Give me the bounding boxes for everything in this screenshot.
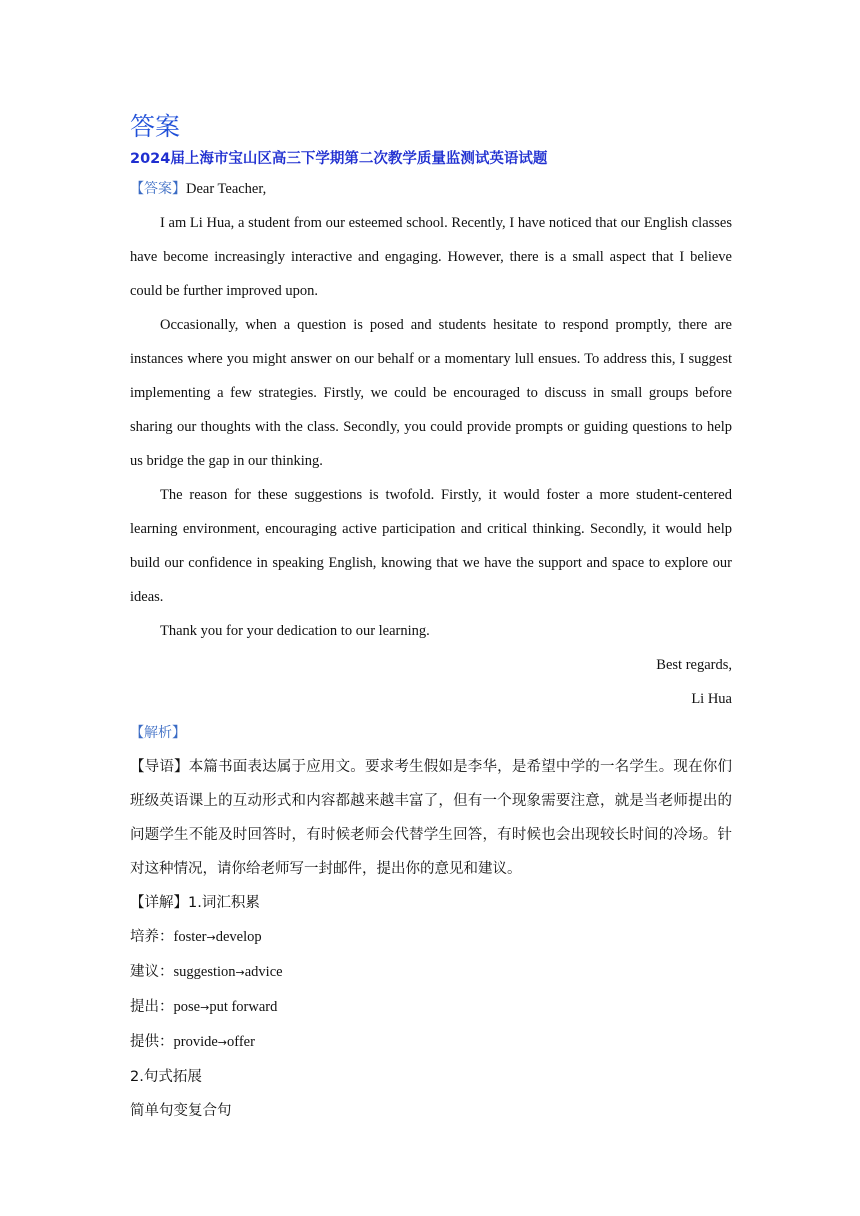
greeting: Dear Teacher, — [186, 181, 267, 197]
arrow-icon: → — [235, 966, 245, 979]
vocab-item — [130, 955, 732, 990]
greeting-line — [130, 172, 732, 206]
document-content — [130, 108, 732, 1128]
section2-title: 2.句式拓展 — [130, 1069, 202, 1085]
section2-subtitle: 简单句变复合句 — [130, 1103, 232, 1119]
vocab-item — [130, 1025, 732, 1060]
vocab-item — [130, 920, 732, 955]
vocab-from: provide — [173, 1034, 218, 1050]
letter-paragraph: Occasionally, when a question is posed and students hesitate to respond promptly, there are instances where you might answer on our behalf or a momentary lull ensues. To address this, I suggest implementing a few strategies. Firstly, we could be encouraged to discuss in small groups before sharing our thoughts with the class. Secondly, you could provide prompts or guiding questions to help us bridge the gap in our thinking. — [130, 317, 732, 469]
closing: Best regards, — [656, 657, 732, 673]
arrow-icon: → — [200, 1001, 210, 1014]
vocab-from: foster — [173, 929, 207, 945]
vocab-from: pose — [173, 999, 201, 1015]
letter-paragraph: I am Li Hua, a student from our esteemed school. Recently, I have noticed that our English classes have become increasingly interactive and engaging. However, there is a small aspect that I believe could be further improved upon. — [130, 215, 732, 299]
answer-tag: 【答案】 — [130, 181, 186, 197]
arrow-icon: → — [206, 931, 216, 944]
vocab-to: offer — [227, 1034, 255, 1050]
detail-tag: 【详解】 — [130, 895, 188, 911]
intro-paragraph — [130, 750, 732, 886]
vocab-to: advice — [244, 964, 283, 980]
vocab-cn: 提出： — [130, 999, 174, 1015]
vocab-from: suggestion — [173, 964, 236, 980]
letter-paragraph: The reason for these suggestions is twofold. Firstly, it would foster a more student-centered learning environment, encouraging active participation and critical thinking. Secondly, it would help build our confidence in speaking English, knowing that we have the support and space to explore our ideas. — [130, 487, 732, 605]
vocab-to: put forward — [209, 999, 278, 1015]
signature: Li Hua — [691, 691, 732, 707]
detail-title: 1.词汇积累 — [188, 895, 260, 911]
vocab-cn: 培养： — [130, 929, 174, 945]
intro-tag: 【导语】 — [130, 759, 189, 775]
exam-title: 2024届上海市宝山区高三下学期第二次教学质量监测试英语试题 — [130, 151, 548, 167]
vocab-to: develop — [215, 929, 262, 945]
analysis-line — [130, 716, 732, 750]
vocab-item — [130, 990, 732, 1025]
page-heading: 答案 — [130, 112, 181, 141]
analysis-tag: 【解析】 — [130, 725, 186, 741]
vocab-cn: 提供： — [130, 1034, 174, 1050]
arrow-icon: → — [217, 1036, 228, 1049]
intro-text: 本篇书面表达属于应用文。要求考生假如是李华，是希望中学的一名学生。现在你们班级英语课上的互动形式和内容都越来越丰富了，但有一个现象需要注意，就是当老师提出的问题学生不能及时回答时，有时候老师会代替学生回答，有时候也会出现较长时间的冷场。针对这种情况，请你给老师写一封邮件，提出你的意见和建议。 — [130, 759, 732, 877]
letter-paragraph: Thank you for your dedication to our learning. — [160, 623, 430, 639]
detail-line — [130, 886, 732, 920]
vocab-cn: 建议： — [130, 964, 174, 980]
